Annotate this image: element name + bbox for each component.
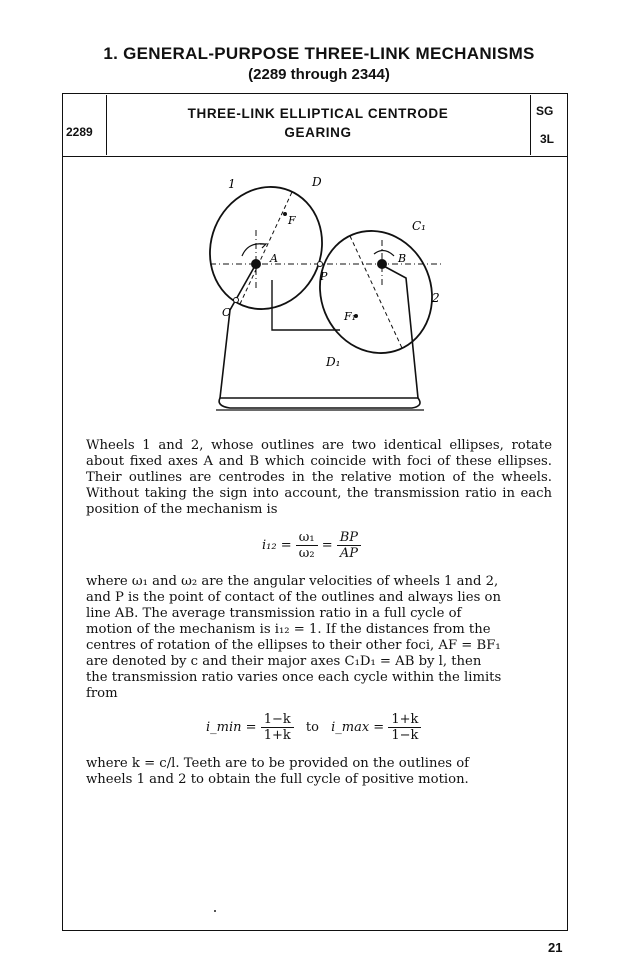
frame-base xyxy=(219,398,420,408)
entry-number: 2289 xyxy=(66,125,93,139)
label-a: A xyxy=(270,252,278,265)
label-d1: D₁ xyxy=(326,355,341,369)
mechanism-figure xyxy=(180,170,460,430)
ellipse-wheel-2 xyxy=(302,214,450,370)
point-c xyxy=(234,298,239,303)
paragraph-3: where k = c/l. Teeth are to be provided on the outlines of wheels 1 and 2 to obtain the full cycle of positive motion. xyxy=(86,756,470,787)
point-p xyxy=(318,262,323,267)
entry-title-line1: THREE-LINK ELLIPTICAL CENTRODE xyxy=(187,106,449,121)
label-c: C xyxy=(222,306,231,319)
dust-mark xyxy=(214,910,216,912)
label-2: 2 xyxy=(432,291,440,305)
paragraph-1: Wheels 1 and 2, whose outlines are two identical ellipses, rotate about fixed axes A and B which coincide with foci of these ellipses. Their outlines are centrodes in the relative motion of the wheels. Without taking the sign into account, the transmission ratio in each position of the mechanism is xyxy=(86,438,552,517)
label-1: 1 xyxy=(228,177,236,191)
equation-ratio: i₁₂ = $\frac{\text{ω₁}}{\text{ω₂}}$ = $\frac{BP}{AP}$ xyxy=(262,530,361,561)
classification-code: SG xyxy=(536,104,554,118)
chapter-title: 1. GENERAL-PURPOSE THREE-LINK MECHANISMS xyxy=(103,44,535,63)
label-b: B xyxy=(398,252,407,265)
header-divider-right xyxy=(530,95,531,155)
focus-f xyxy=(283,212,287,216)
rotation-arrow-2 xyxy=(374,250,394,256)
equation-limits: i_min = $\frac{1-k}{1+k}$ to i_max = $\frac{1+k}{1-k}$ xyxy=(206,712,421,743)
rotation-arrow-1 xyxy=(242,244,264,256)
pivot-b xyxy=(377,259,387,269)
classification-subcode: 3L xyxy=(540,132,555,146)
label-c1: C₁ xyxy=(412,219,426,233)
entry-title-line2: GEARING xyxy=(284,125,352,140)
page-number: 21 xyxy=(548,940,563,955)
paragraph-2: where ω₁ and ω₂ are the angular velocities of wheels 1 and 2, and P is the point of contact of the outlines and always lies on line AB. The average transmission ratio in a full cycle of motion of the mechanism is i₁₂ = 1. If the distances from the centres of rotation of the ellipses to their other foci, AF = BF₁ are denoted by c and their major axes C₁D₁ = AB by l, then the transmission ratio varies once each cycle within the limits from xyxy=(86,574,502,701)
label-f1: F₁ xyxy=(344,310,357,323)
pivot-a xyxy=(251,259,261,269)
label-f: F xyxy=(288,214,296,227)
ellipse-wheel-1 xyxy=(192,170,340,326)
label-d: D xyxy=(312,175,322,189)
chapter-subtitle: (2289 through 2344) xyxy=(248,66,390,83)
label-p: P xyxy=(320,270,328,283)
